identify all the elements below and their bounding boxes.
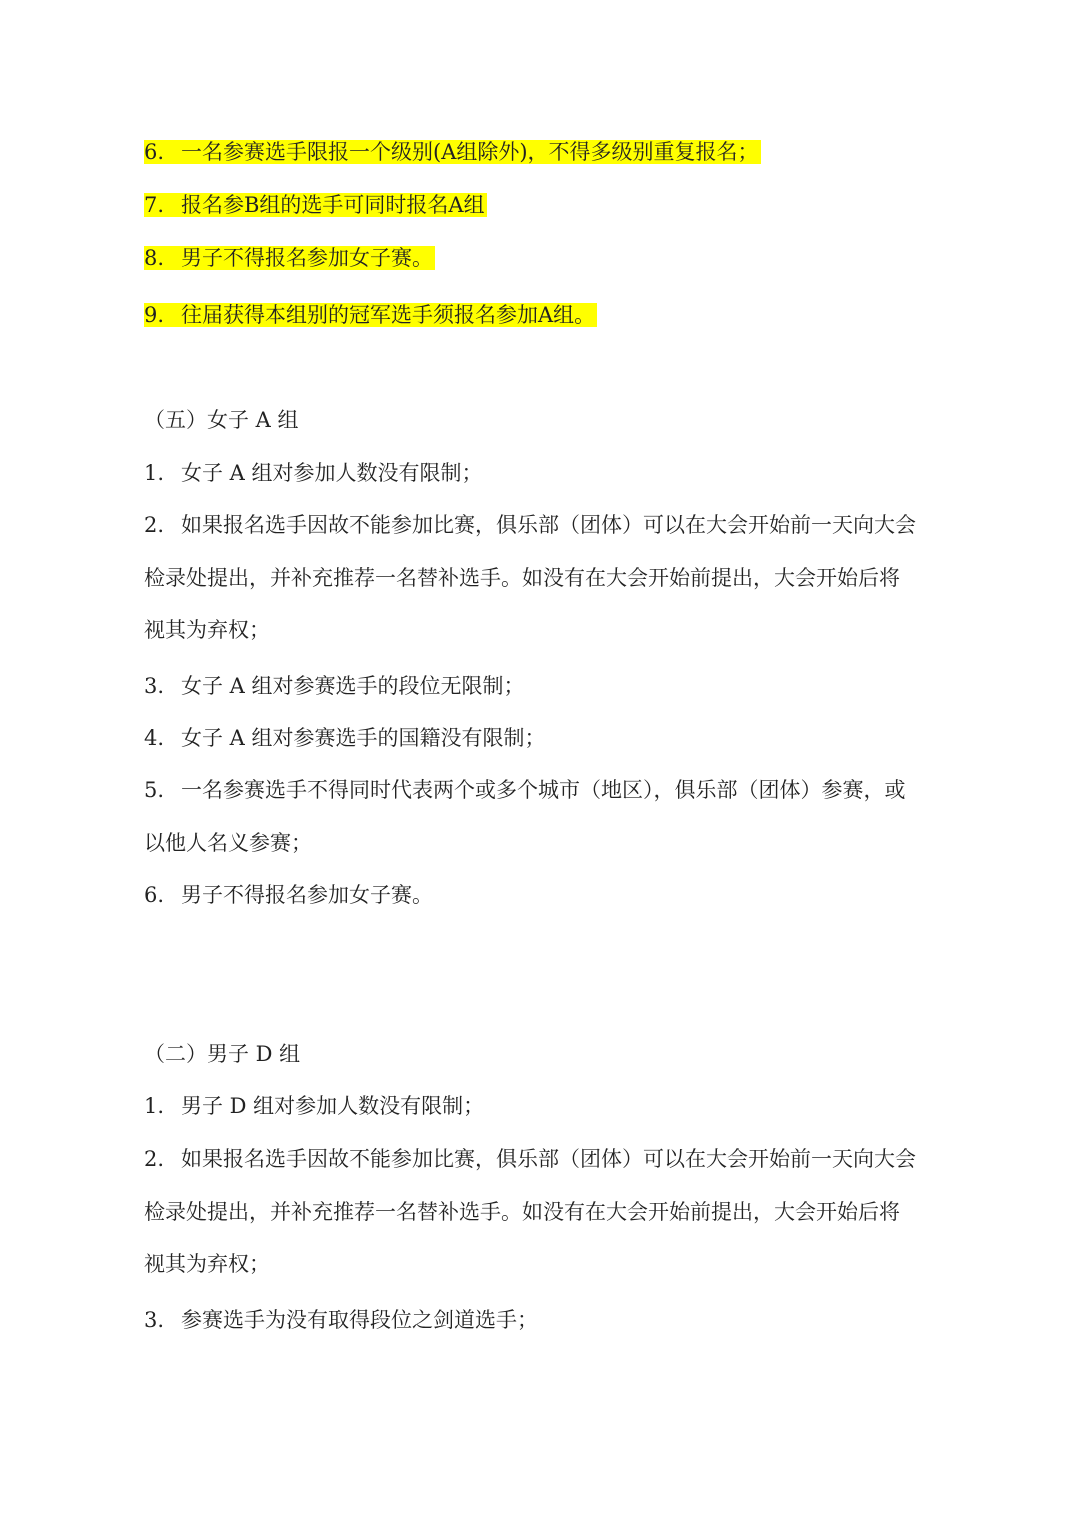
item-number: 7. — [144, 193, 165, 217]
item-text: 一名参赛选手不得同时代表两个或多个城市（地区），俱乐部（团体）参赛，或 — [181, 778, 906, 802]
item-text: 参赛选手为没有取得段位之剑道选手； — [181, 1308, 538, 1332]
item-text: 女子 A 组对参赛选手的国籍没有限制； — [181, 726, 546, 750]
women-a-item-1 — [144, 458, 483, 488]
women-a-item-2-line-3: 视其为弃权； — [144, 618, 270, 642]
section-heading-women-a: （五）女子 A 组 — [144, 408, 299, 432]
women-a-item-2-line-2: 检录处提出，并补充推荐一名替补选手。如没有在大会开始前提出，大会开始后将 — [144, 566, 900, 590]
section-heading-men-d: （二）男子 D 组 — [144, 1042, 301, 1066]
item-number: 6. — [144, 883, 165, 907]
item-text: 男子 D 组对参加人数没有限制； — [181, 1094, 485, 1118]
men-d-item-3 — [144, 1305, 538, 1335]
item-number: 2. — [144, 513, 165, 537]
women-a-item-6 — [144, 880, 433, 910]
item-text: 男子不得报名参加女子赛。 — [181, 883, 433, 907]
highlighted-item-7 — [144, 190, 487, 220]
item-number: 6. — [144, 140, 165, 164]
women-a-item-5-line-1 — [144, 775, 906, 805]
women-a-item-2-line-1 — [144, 510, 916, 540]
item-text: 往届获得本组别的冠军选手须报名参加A组。 — [181, 303, 596, 327]
item-text: 女子 A 组对参加人数没有限制； — [181, 461, 483, 485]
women-a-item-5-line-2: 以他人名义参赛； — [144, 831, 312, 855]
item-number: 3. — [144, 674, 165, 698]
item-number: 2. — [144, 1147, 165, 1171]
men-d-item-2-line-3: 视其为弃权； — [144, 1252, 270, 1276]
item-text: 如果报名选手因故不能参加比赛，俱乐部（团体）可以在大会开始前一天向大会 — [181, 513, 916, 537]
item-number: 8. — [144, 246, 165, 270]
highlighted-item-9 — [144, 300, 597, 330]
item-number: 9. — [144, 303, 165, 327]
highlighted-item-6 — [144, 137, 761, 167]
men-d-item-2-line-1 — [144, 1144, 916, 1174]
item-text: 女子 A 组对参赛选手的段位无限制； — [181, 674, 525, 698]
highlighted-item-8 — [144, 243, 435, 273]
item-text: 如果报名选手因故不能参加比赛，俱乐部（团体）可以在大会开始前一天向大会 — [181, 1147, 916, 1171]
men-d-item-1 — [144, 1091, 484, 1121]
women-a-item-3 — [144, 671, 525, 701]
item-number: 1. — [144, 461, 165, 485]
women-a-item-4 — [144, 723, 546, 753]
item-number: 3. — [144, 1308, 165, 1332]
item-text: 男子不得报名参加女子赛。 — [181, 246, 433, 270]
item-number: 4. — [144, 726, 165, 750]
item-text: 一名参赛选手限报一个级别(A组除外)，不得多级别重复报名； — [181, 140, 759, 164]
item-number: 1. — [144, 1094, 165, 1118]
item-text: 报名参B组的选手可同时报名A组 — [181, 193, 485, 217]
men-d-item-2-line-2: 检录处提出，并补充推荐一名替补选手。如没有在大会开始前提出，大会开始后将 — [144, 1200, 900, 1224]
item-number: 5. — [144, 778, 165, 802]
